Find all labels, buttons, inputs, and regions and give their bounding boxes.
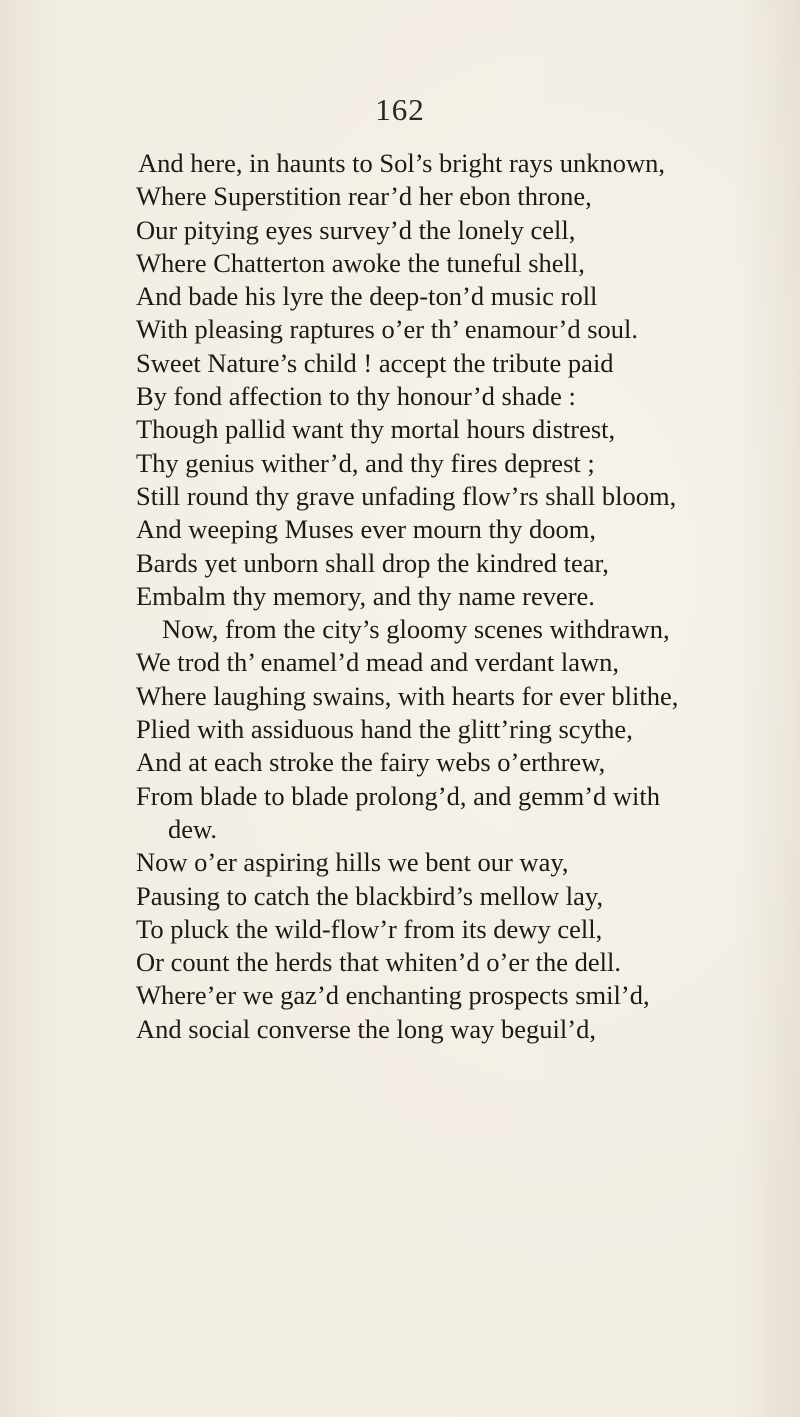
poem-line: From blade to blade prolong’d, and gemm’d with [136,780,661,811]
poem-line: And here, in haunts to Sol’s bright rays unknown, [138,148,666,178]
poem-line: Now, from the city’s gloomy scenes withdrawn, [162,614,670,645]
poem-line: And at each stroke the fairy webs o’erthrew, [136,747,606,778]
poem-line: And social converse the long way beguil’d, [136,1013,596,1044]
poem-line: Still round thy grave unfading flow’rs shall bloom, [136,480,677,511]
poem-line: By fond affection to thy honour’d shade : [136,381,576,412]
poem-line: Embalm thy memory, and thy name revere. [136,580,595,611]
poem-line: Sweet Nature’s child ! accept the tribute paid [136,347,614,378]
poem-line: Bards yet unborn shall drop the kindred tear, [136,547,609,578]
poem-line: We trod th’ enamel’d mead and verdant lawn, [136,647,620,678]
poem-text [136,147,776,1046]
poem-line: Now o’er aspiring hills we bent our way, [136,847,569,878]
poem-line: Thy genius wither’d, and thy fires deprest ; [136,447,595,478]
poem-line: Plied with assiduous hand the glitt’ring scythe, [136,714,633,745]
poem-line: Where Superstition rear’d her ebon throne, [136,181,592,212]
poem-line: And bade his lyre the deep-ton’d music roll [136,281,598,312]
poem-line: Where’er we gaz’d enchanting prospects smil’d, [136,980,650,1011]
poem-line: Where Chatterton awoke the tuneful shell, [136,247,585,278]
page-number: 162 [375,92,425,127]
poem-line: dew. [168,813,218,844]
poem-line: To pluck the wild-flow’r from its dewy cell, [136,913,603,944]
poem-line: Or count the herds that whiten’d o’er the dell. [136,947,621,978]
poem-line: With pleasing raptures o’er th’ enamour’d soul. [136,314,639,345]
poem-line: Pausing to catch the blackbird’s mellow lay, [136,880,604,911]
poem-line: Our pitying eyes survey’d the lonely cell, [136,214,576,245]
poem-line: Though pallid want thy mortal hours distrest, [136,414,616,445]
poem-line: Where laughing swains, with hearts for ever blithe, [136,680,679,711]
poem-line: And weeping Muses ever mourn thy doom, [136,514,596,545]
